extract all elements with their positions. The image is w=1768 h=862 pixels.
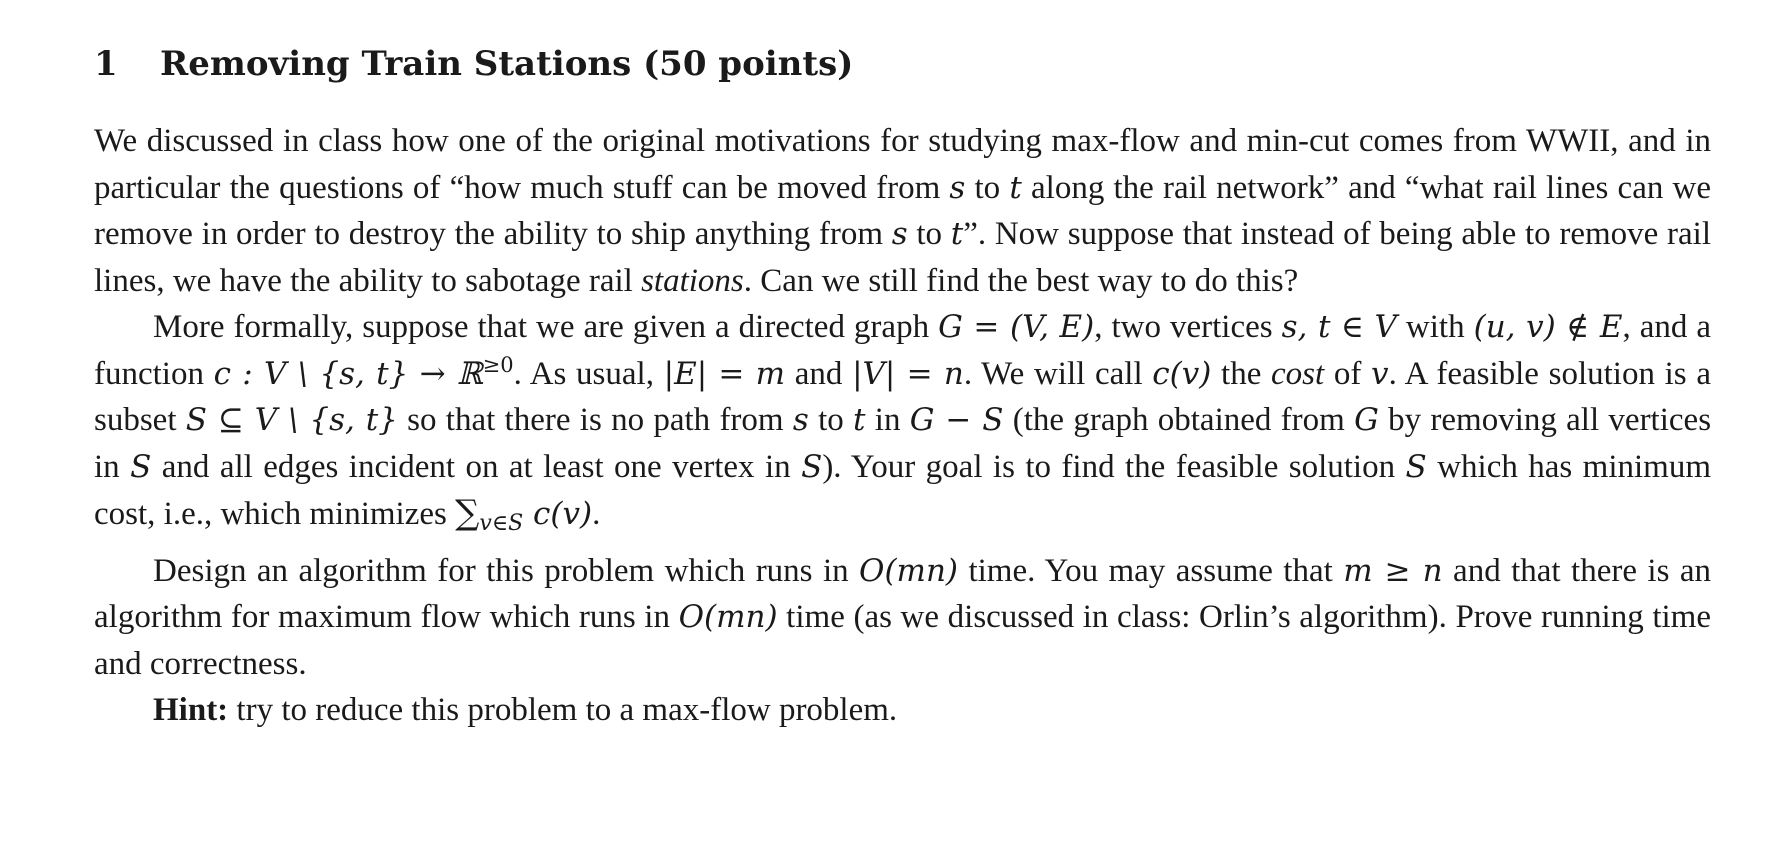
text-run: of	[1324, 355, 1372, 392]
math-sum-term: c(v)	[523, 496, 593, 532]
text-run: time (as we discussed in class: Orlin’s algorithm). Prove running time and correctness.	[94, 599, 1711, 682]
math-s: s	[792, 402, 809, 438]
text-run: We discussed in class how one of the original motivations for studying max-flow and min-cut comes from WWII, and in particular the questions of “how much stuff can be moved from	[94, 123, 1711, 206]
math-s: s	[891, 216, 908, 252]
text-run: . A feasible solution is a subset	[94, 355, 1711, 438]
paragraph-hint	[94, 687, 1711, 734]
text-run: (the graph obtained from	[1003, 402, 1355, 438]
text-run: time. You may assume that	[958, 552, 1344, 589]
text-run: to	[808, 402, 854, 438]
hint-label: Hint:	[153, 692, 229, 728]
math-set-s: S	[1405, 448, 1427, 485]
paragraph-motivation	[94, 118, 1711, 304]
math-set-s: S	[801, 448, 823, 485]
text-run: to	[907, 216, 951, 252]
text-run: Design an algorithm for this problem which runs in	[153, 552, 860, 589]
text-run: and	[785, 355, 853, 392]
math-edge-count: |E| = m	[663, 355, 786, 392]
text-run: . We will call	[963, 355, 1153, 392]
text-run: the	[1211, 355, 1272, 392]
math-vertices: s, t ∈ V	[1281, 309, 1397, 345]
emphasis-stations: stations	[641, 262, 744, 299]
paragraph-formal-definition	[94, 304, 1711, 548]
math-cost-function: c : V \ {s, t} → ℝ	[213, 355, 483, 392]
math-big-o: O(mn)	[678, 599, 778, 635]
math-sum-symbol: ∑	[455, 493, 480, 533]
text-run: More formally, suppose that we are given a directed graph	[153, 309, 939, 345]
paragraph-task	[94, 548, 1711, 688]
math-t: t	[1009, 169, 1022, 206]
math-t: t	[853, 402, 866, 438]
math-m-geq-n: m ≥ n	[1343, 552, 1443, 589]
text-run: . As usual,	[513, 355, 664, 392]
text-run: , two vertices	[1094, 309, 1282, 345]
text-run: . Can we still find the best way to do this?	[743, 262, 1299, 299]
math-graph-minus-s: G − S	[909, 402, 1004, 438]
text-run: , and a function	[94, 309, 1712, 392]
math-cost-of-v: c(v)	[1152, 355, 1212, 392]
math-big-o: O(mn)	[859, 552, 959, 589]
math-graph: G = (V, E)	[938, 309, 1095, 345]
math-edge-not-in: (u, v) ∉ E	[1473, 309, 1623, 345]
text-run: ). Your goal is to find the feasible solution	[822, 448, 1406, 485]
math-s: s	[949, 169, 966, 206]
text-run: by removing all vertices in	[94, 402, 1712, 485]
math-g: G	[1354, 402, 1379, 438]
text-run: with	[1396, 309, 1474, 345]
emphasis-cost: cost	[1271, 355, 1325, 392]
text-run: .	[592, 496, 601, 532]
math-superscript: ≥0	[482, 352, 514, 377]
math-vertex-count: |V| = n	[852, 355, 964, 392]
text-run: along the rail network” and “what rail lines can we remove in order to destroy the ability to ship anything from	[94, 169, 1711, 252]
math-subset: S ⊆ V \ {s, t}	[185, 402, 398, 438]
document-page	[94, 36, 1711, 734]
section-number: 1	[94, 44, 118, 84]
math-t: t	[950, 216, 964, 252]
math-set-s: S	[130, 448, 152, 485]
math-v: v	[1371, 355, 1389, 392]
text-run: and all edges incident on at least one vertex in	[151, 448, 802, 485]
text-run: to	[965, 169, 1010, 206]
text-run: try to reduce this problem to a max-flow problem.	[228, 692, 898, 728]
text-run: so that there is no path from	[397, 402, 793, 438]
math-sum-subscript: v∈S	[479, 511, 524, 536]
text-run: which has minimum cost, i.e., which minimizes	[94, 448, 1712, 532]
text-run: in	[865, 402, 910, 438]
section-title: Removing Train Stations (50 points)	[160, 44, 854, 84]
text-run: ”. Now suppose that instead of being able to remove rail lines, we have the ability to sabotage rail	[94, 216, 1711, 299]
section-heading	[94, 36, 1711, 92]
text-run: and that there is an algorithm for maximum flow which runs in	[94, 552, 1711, 635]
